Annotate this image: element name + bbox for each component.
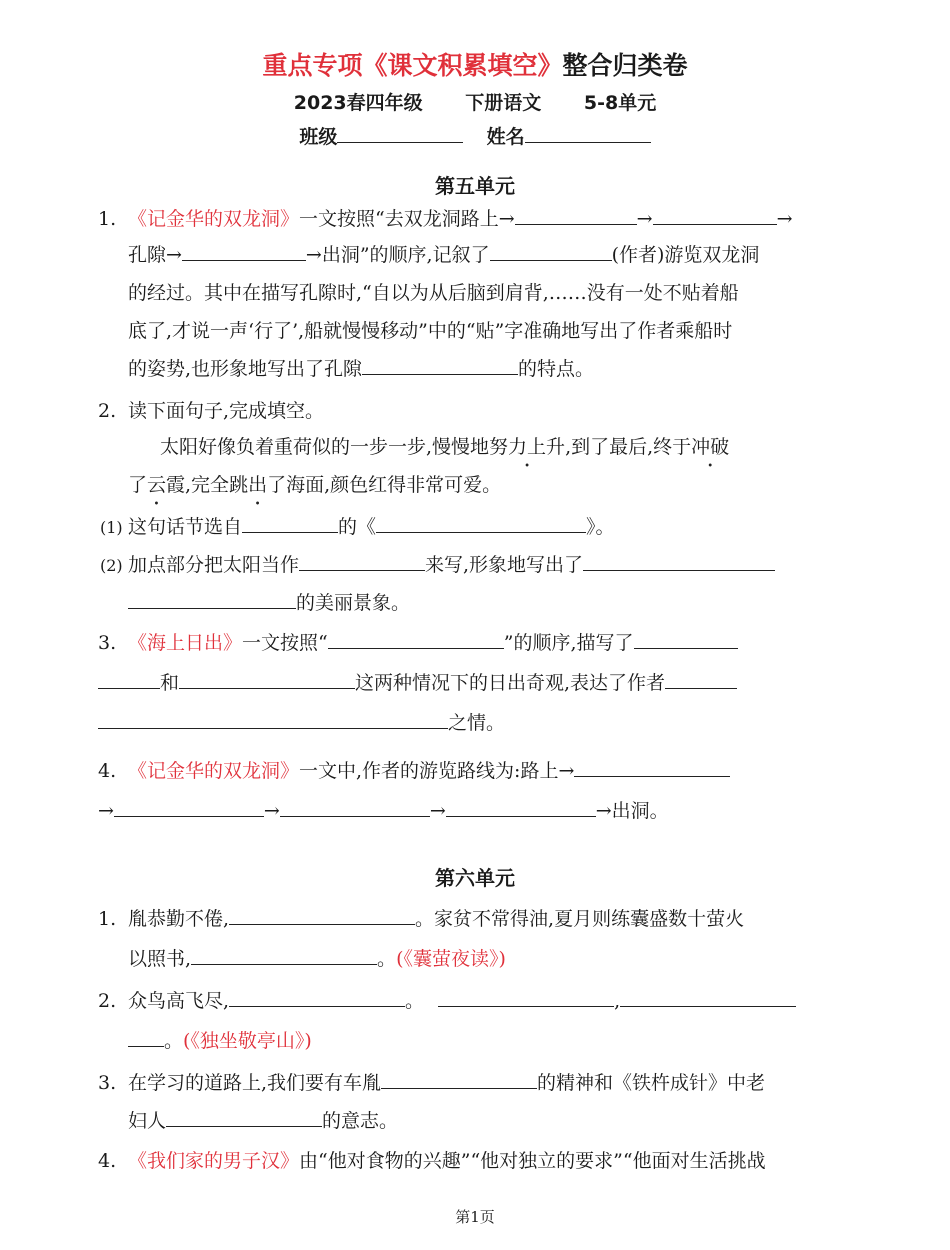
subtitle [0, 88, 950, 115]
title-rest: 整合归类卷 [562, 51, 688, 80]
u5-q4-line1: 4. 《记金华的双龙洞》一文中,作者的游览路线为:路上→ [98, 756, 858, 786]
student-info [0, 122, 950, 149]
blank[interactable] [166, 1106, 322, 1127]
dotted-text: 冲破 [691, 436, 730, 458]
blank[interactable] [114, 796, 264, 817]
u5-q3-line3: 之情。 [98, 708, 858, 738]
blank[interactable] [242, 512, 338, 533]
u5-q1-line1: 1. 《记金华的双龙洞》一文按照“去双龙洞路上→ → → [98, 204, 858, 234]
class-label: 班级 [299, 126, 338, 148]
blank[interactable] [653, 204, 777, 225]
blank[interactable] [191, 944, 377, 965]
grade-label: 2023春四年级 [293, 92, 423, 114]
blank[interactable] [299, 550, 425, 571]
blank[interactable] [381, 1068, 537, 1089]
u6-q3-line2: 妇人 的意志。 [128, 1106, 888, 1136]
dotted-text: 了云霞 [128, 474, 186, 496]
u5-q4-line2: → → → →出洞。 [98, 796, 858, 826]
blank[interactable] [229, 904, 415, 925]
page-title [0, 46, 950, 82]
blank[interactable] [446, 796, 596, 817]
u6-q1-line1: 1. 胤恭勤不倦, 。家贫不常得油,夏月则练囊盛数十萤火 [98, 904, 858, 934]
blank[interactable] [179, 668, 355, 689]
u6-q4-title: 《我们家的男子汉》 [128, 1150, 300, 1172]
u5-q2-sub1: (1) 这句话节选自 的《 》。 [100, 512, 860, 543]
u5-q1-line2: 孔隙→ →出洞”的顺序,记叙了 (作者)游览双龙洞 [128, 240, 888, 270]
units-label: 5-8单元 [583, 92, 657, 114]
u6-q2-line1: 2. 众鸟高飞尽, 。 , [98, 986, 858, 1016]
u5-q2-sub2: (2) 加点部分把太阳当作 来写,形象地写出了 [100, 550, 860, 581]
u5-q3-title: 《海上日出》 [128, 632, 243, 654]
book-label: 下册语文 [465, 92, 542, 114]
u5-q2-passage-line1: 太阳好像负着重荷似的一步一步,慢慢地努力上升,到了最后,终于冲破 [160, 436, 730, 458]
blank[interactable] [128, 1026, 164, 1047]
u5-q2-passage-line2: 了云霞,完全跳出了海面,颜色红得非常可爱。 [128, 474, 502, 496]
u5-q1-title: 《记金华的双龙洞》 [128, 208, 300, 230]
class-blank[interactable] [337, 124, 463, 143]
blank[interactable] [515, 204, 637, 225]
u5-q1-line4: 底了,才说一声‘行了’,船就慢慢移动”中的“贴”字准确地写出了作者乘船时 [128, 320, 733, 342]
blank[interactable] [634, 628, 738, 649]
blank[interactable] [490, 240, 612, 261]
u6-q3-line1: 3. 在学习的道路上,我们要有车胤 的精神和《铁杵成针》中老 [98, 1068, 858, 1098]
blank[interactable] [438, 986, 614, 1007]
blank[interactable] [376, 512, 586, 533]
u6-q1-line2: 以照书, 。(《囊萤夜读》) [128, 944, 888, 974]
blank[interactable] [128, 588, 296, 609]
u5-q1-line3: 的经过。其中在描写孔隙时,“自以为从后脑到肩背,……没有一处不贴着船 [128, 282, 739, 304]
name-blank[interactable] [525, 124, 651, 143]
blank[interactable] [620, 986, 796, 1007]
u6-q2-line2: 。(《独坐敬亭山》) [128, 1026, 888, 1056]
name-label: 姓名 [486, 126, 525, 148]
page-number: 第1页 [455, 1208, 495, 1226]
blank[interactable] [362, 354, 518, 375]
blank[interactable] [583, 550, 775, 571]
blank[interactable] [665, 668, 737, 689]
u5-q1-line5: 的姿势,也形象地写出了孔隙 的特点。 [128, 354, 888, 384]
u5-q4-title: 《记金华的双龙洞》 [128, 760, 300, 782]
blank[interactable] [328, 628, 504, 649]
blank[interactable] [280, 796, 430, 817]
u5-q3-line2: 和 这两种情况下的日出奇观,表达了作者 [98, 668, 858, 698]
blank[interactable] [229, 986, 405, 1007]
unit5-heading: 第五单元 [435, 174, 515, 198]
u6-q1-source: (《囊萤夜读》) [396, 948, 506, 970]
u5-q2-sub2-cont: 的美丽景象。 [128, 588, 888, 618]
dotted-text: 努力上升 [489, 436, 566, 458]
blank[interactable] [574, 756, 730, 777]
blank[interactable] [98, 668, 160, 689]
u6-q2-source: (《独坐敬亭山》) [183, 1030, 312, 1052]
u5-q2-intro: 2. 读下面句子,完成填空。 [98, 400, 325, 422]
u6-q4-line1: 4. 《我们家的男子汉》由“他对食物的兴趣”“他对独立的要求”“他面对生活挑战 [98, 1150, 766, 1172]
blank[interactable] [98, 708, 448, 729]
title-highlight: 重点专项《课文积累填空》 [262, 51, 563, 80]
unit6-heading: 第六单元 [435, 866, 515, 890]
dotted-text: 跳出了 [229, 474, 287, 496]
blank[interactable] [182, 240, 306, 261]
u5-q3-line1: 3. 《海上日出》一文按照“ ”的顺序,描写了 [98, 628, 858, 658]
